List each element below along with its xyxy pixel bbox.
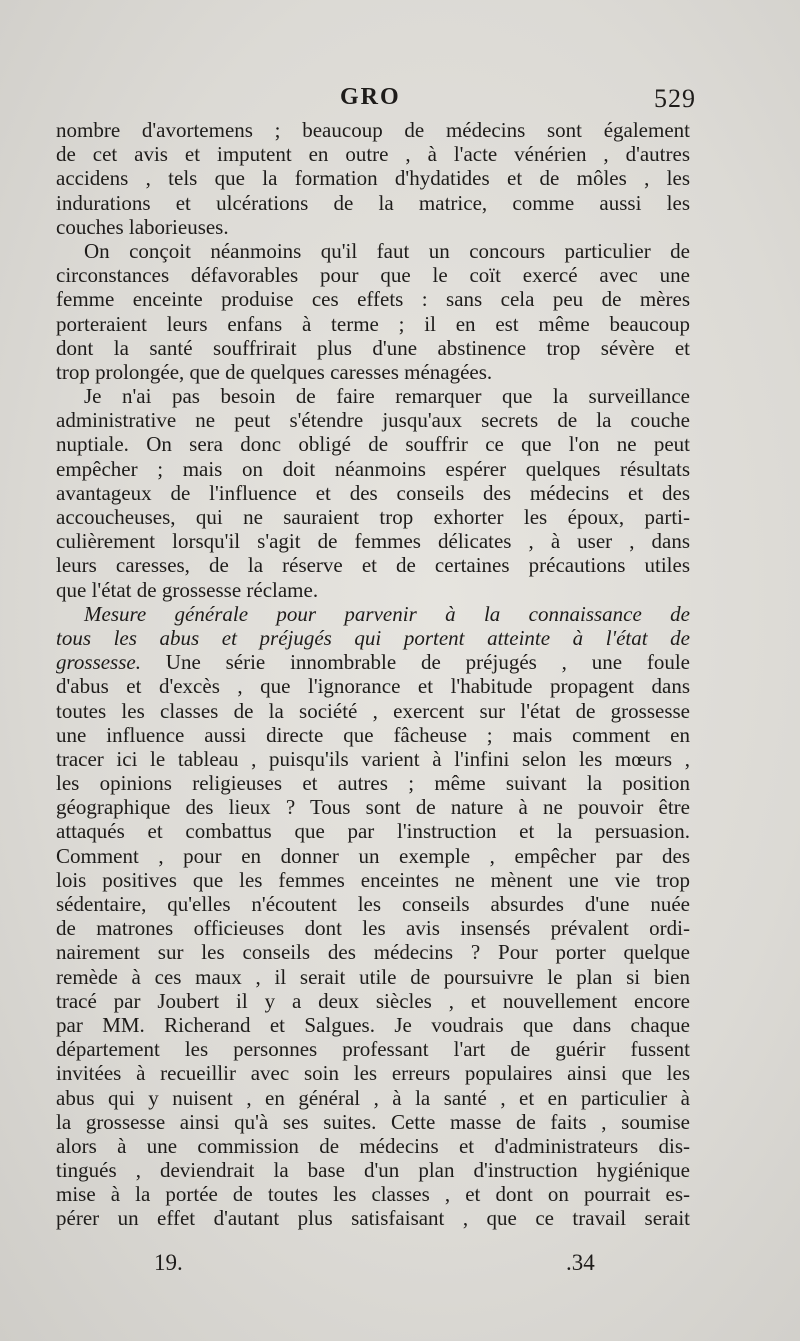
text-line: d'abus et d'excès , que l'ignorance et l'habitude propagent dans <box>56 674 690 699</box>
paragraph-4 <box>56 602 690 1231</box>
paragraph-1 <box>56 118 690 239</box>
text-line: femme enceinte produise ces effets : sans cela peu de mères <box>56 287 690 312</box>
text-line: la grossesse ainsi qu'à ses suites. Cette masse de faits , soumise <box>56 1109 690 1134</box>
text-line: département les personnes professant l'art de guérir fussent <box>56 1037 690 1062</box>
text-line: culièrement lorsqu'il s'agit de femmes délicates , à user , dans <box>56 529 690 554</box>
signature-mark-left: 19. <box>154 1250 183 1275</box>
text-line: de matrones officieuses dont les avis insensés prévalent ordi- <box>56 916 690 941</box>
running-head <box>0 84 800 114</box>
text-line: tingués , deviendrait la base d'un plan d'instruction hygiénique <box>56 1158 690 1183</box>
text-line: indurations et ulcérations de la matrice, comme aussi les <box>56 190 690 215</box>
paragraph-2 <box>56 239 690 384</box>
text-line: abus qui y nuisent , en général , à la santé , et en particulier à <box>56 1085 690 1110</box>
text-line: On conçoit néanmoins qu'il faut un concours particulier de <box>84 238 690 263</box>
page-number: 529 <box>654 84 696 113</box>
text-line: tracé par Joubert il y a deux siècles , et nouvellement encore <box>56 988 690 1013</box>
section-heading-line: tous les abus et préjugés qui portent atteinte à l'état de <box>56 625 690 650</box>
text-line: dont la santé souffrirait plus d'une abstinence trop sévère et <box>56 335 690 360</box>
text-line: accidens , tels que la formation d'hydatides et de môles , les <box>56 166 690 191</box>
text-line: invitées à recueillir avec soin les erreurs populaires ainsi que les <box>56 1061 690 1086</box>
text-line: avantageux de l'influence et des conseils des médecins et des <box>56 480 690 505</box>
paragraph-3 <box>56 384 690 602</box>
text-line: nairement sur les conseils des médecins ? Pour porter quelque <box>56 940 690 965</box>
text-line: administrative ne peut s'étendre jusqu'aux secrets de la couche <box>56 408 690 433</box>
section-heading-end: grossesse. <box>56 650 141 675</box>
text-line: trop prolongée, que de quelques caresses ménagées. <box>56 359 493 384</box>
text-line: tracer ici le tableau , puisqu'ils varient à l'infini selon les mœurs , <box>56 746 690 771</box>
text-line: Comment , pour en donner un exemple , empêcher par des <box>56 843 690 868</box>
text-line: attaqués et combattus que par l'instruction et la persuasion. <box>56 819 690 844</box>
body-text <box>56 118 690 1231</box>
text-line: pérer un effet d'autant plus satisfaisant , que ce travail serait <box>56 1206 690 1231</box>
text-line <box>56 650 690 674</box>
text-line: alors à une commission de médecins et d'administrateurs dis- <box>56 1133 690 1158</box>
signature-footer <box>0 1250 800 1280</box>
text-line: toutes les classes de la société , exercent sur l'état de grossesse <box>56 698 690 723</box>
text-line: Je n'ai pas besoin de faire remarquer que la surveillance <box>84 384 690 409</box>
text-line: circonstances défavorables pour que le coït exercé avec une <box>56 263 690 288</box>
text-line: par MM. Richerand et Salgues. Je voudrais que dans chaque <box>56 1012 690 1037</box>
text-line: couches laborieuses. <box>56 214 229 239</box>
text-line: lois positives que les femmes enceintes ne mènent une vie trop <box>56 867 690 892</box>
text-line: géographique des lieux ? Tous sont de nature à ne pouvoir être <box>56 795 690 820</box>
text-line: sédentaire, qu'elles n'écoutent les conseils absurdes d'une nuée <box>56 892 690 916</box>
text-line: leurs caresses, de la réserve et de certaines précautions utiles <box>56 553 690 578</box>
signature-mark-right: .34 <box>566 1250 595 1275</box>
text-line: nombre d'avortemens ; beaucoup de médecins sont également <box>56 118 690 142</box>
text-line: mise à la portée de toutes les classes , et dont on pourrait es- <box>56 1182 690 1207</box>
text-line: de cet avis et imputent en outre , à l'acte vénérien , d'autres <box>56 142 690 167</box>
text-line: empêcher ; mais on doit néanmoins espérer quelques résultats <box>56 456 690 481</box>
text-line: remède à ces maux , il serait utile de poursuivre le plan si bien <box>56 964 690 989</box>
text-line: nuptiale. On sera donc obligé de souffrir ce que l'on ne peut <box>56 432 690 457</box>
text-line: accoucheuses, qui ne sauraient trop exhorter les époux, parti- <box>56 505 690 529</box>
text-run: Une série innombrable de préjugés , une foule <box>140 650 690 675</box>
section-heading-line: Mesure générale pour parvenir à la connaissance de <box>84 601 690 626</box>
text-line: que l'état de grossesse réclame. <box>56 577 319 602</box>
running-head-title: GRO <box>340 84 401 110</box>
text-line: les opinions religieuses et autres ; même suivant la position <box>56 771 690 796</box>
text-line: porteraient leurs enfans à terme ; il en est même beaucoup <box>56 311 690 336</box>
text-line: une influence aussi directe que fâcheuse ; mais comment en <box>56 722 690 747</box>
